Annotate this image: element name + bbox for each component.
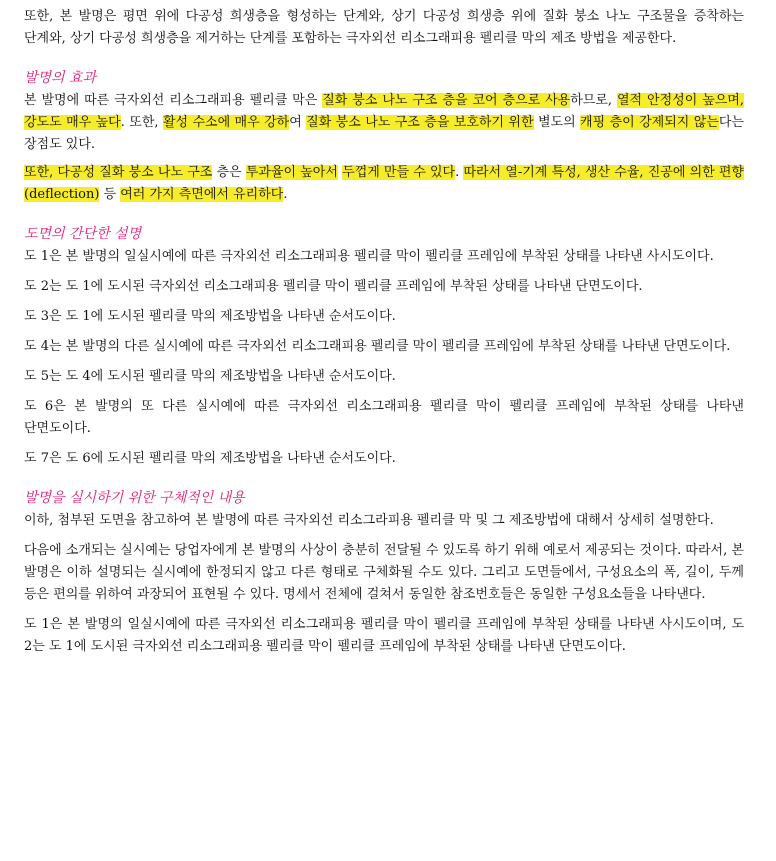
effects-p1-highlight-4: 질화 붕소 나노 구조 층을 보호하기 위한 [306, 115, 534, 130]
effects-p1-highlight-5: 캐핑 층이 강제되지 않는 [580, 115, 719, 130]
effects-p2-text-1: 층은 [212, 165, 246, 180]
drawing-description-3: 도 3은 도 1에 도시된 펠리클 막의 제조방법을 나타낸 순서도이다. [24, 309, 396, 324]
drawings-heading: 도면의 간단한 설명 [24, 226, 142, 242]
effects-p1-text-6: 다는 장점도 있다. [24, 115, 744, 152]
drawing-description-7: 도 7은 도 6에 도시된 펠리클 막의 제조방법을 나타낸 순서도이다. [24, 451, 396, 466]
patent-document [24, 6, 744, 658]
effects-p2-highlight-1: 또한, 다공성 질화 붕소 나노 구조 [24, 165, 213, 180]
effects-p1-highlight-2: 열적 안정성이 높으며, 강도도 매우 높다 [24, 93, 744, 130]
drawing-description-4: 도 4는 본 발명의 다른 실시예에 따른 극자외선 리소그래피용 펠리클 막이 펠리클 프레임에 부착된 상태를 나타낸 단면도이다. [24, 339, 731, 354]
effects-p2-text-4: 등 [99, 187, 121, 202]
drawing-description-2: 도 2는 도 1에 도시된 극자외선 리소그래피용 펠리클 막이 펠리클 프레임에 부착된 상태를 나타낸 단면도이다. [24, 279, 643, 294]
effects-p1-text-5: 별도의 [533, 115, 581, 130]
drawing-description-1: 도 1은 본 발명의 일실시예에 따른 극자외선 리소그래피용 펠리클 막이 펠리클 프레임에 부착된 상태를 나타낸 사시도이다. [24, 249, 714, 264]
drawing-description-5: 도 5는 도 4에 도시된 펠리클 막의 제조방법을 나타낸 순서도이다. [24, 369, 396, 384]
effects-p2-highlight-4: 따라서 열-기계 특성, 생산 수율, 진공에 의한 편향(deflection) [24, 165, 744, 202]
effects-paragraph-2 [24, 162, 744, 206]
effects-heading: 발명의 효과 [24, 70, 97, 86]
intro-paragraph: 또한, 본 발명은 평면 위에 다공성 희생층을 형성하는 단계와, 상기 다공성 희생층 위에 질화 붕소 나노 구조물을 증착하는 단계와, 상기 다공성 희생층을 제거하는 단계를 포함하는 극자외선 리소그래피용 펠리클 막의 제조 방법을 제공한다. [24, 9, 744, 46]
details-paragraph-2: 다음에 소개되는 실시예는 당업자에게 본 발명의 사상이 충분히 전달될 수 있도록 하기 위해 예로서 제공되는 것이다. 따라서, 본 발명은 이하 설명되는 실시예에 한정되지 않고 다른 형태로 구체화될 수도 있다. 그리고 도면들에서, 구성요소의 폭, 길이, 두께 등은 편의를 위하여 과장되어 표현될 수 있다. 명세서 전체에 걸쳐서 동일한 참조번호들은 동일한 구성요소들을 나타낸다. [24, 543, 744, 602]
effects-p2-highlight-5: 여러 가지 측면에서 유리하다 [120, 187, 284, 202]
effects-p2-text-5: . [283, 187, 288, 202]
details-paragraph-1: 이하, 첨부된 도면을 참고하여 본 발명에 따른 극자외선 리소그라피용 펠리클 막 및 그 제조방법에 대해서 상세히 설명한다. [24, 513, 714, 528]
drawing-description-6: 도 6은 본 발명의 또 다른 실시예에 따른 극자외선 리소그래피용 펠리클 막이 펠리클 프레임에 부착된 상태를 나타낸 단면도이다. [24, 399, 744, 436]
effects-p1-text-2: 하므로, [570, 93, 617, 108]
effects-p2-highlight-3: 두껍게 만들 수 있다 [342, 165, 456, 180]
effects-p2-highlight-2: 투과율이 높아서 [245, 165, 338, 180]
effects-p1-highlight-1: 질화 붕소 나노 구조 층을 코어 층으로 사용 [322, 93, 571, 108]
effects-p1-text-4: 여 [289, 115, 307, 130]
effects-p1-highlight-3: 활성 수소에 매우 강하 [162, 115, 290, 130]
effects-paragraph-1 [24, 90, 744, 156]
details-paragraph-3: 도 1은 본 발명의 일실시예에 따른 극자외선 리소그래피용 펠리클 막이 펠리클 프레임에 부착된 상태를 나타낸 사시도이며, 도 2는 도 1에 도시된 극자외선 리소그래피용 펠리클 막이 펠리클 프레임에 부착된 상태를 나타낸 단면도이다. [24, 617, 744, 654]
effects-p2-text-3: . [455, 165, 464, 180]
effects-p1-text-3: . 또한, [120, 115, 163, 130]
details-heading: 발명을 실시하기 위한 구체적인 내용 [24, 490, 245, 506]
effects-p1-text-1: 본 발명에 따른 극자외선 리소그래피용 펠리클 막은 [24, 93, 323, 108]
